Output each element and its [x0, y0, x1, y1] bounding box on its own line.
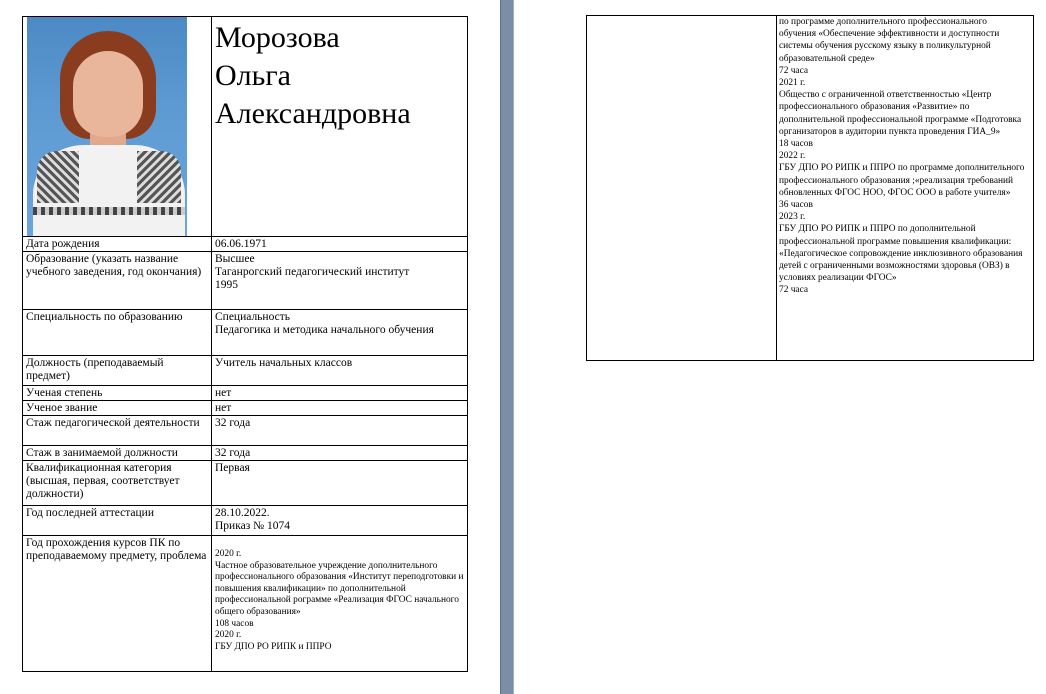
- empty-label-cell: [587, 16, 777, 361]
- label-position-experience: Стаж в занимаемой должности: [23, 446, 212, 461]
- value-position: Учитель начальных классов: [212, 356, 468, 386]
- label-specialty: Специальность по образованию: [23, 310, 212, 356]
- label-title: Ученое звание: [23, 401, 212, 416]
- label-education: Образование (указать название учебного заведения, год окончания): [23, 252, 212, 310]
- label-category: Квалификационная категория (высшая, первая, соответствует должности): [23, 461, 212, 506]
- value-position-experience: 32 года: [212, 446, 468, 461]
- courses-text-page2: по программе дополнительного профессионального обучения «Обеспечение эффективности и доступности системы обучения русскому языку в поликультурной образовательной среде» 72 часа 2021 г. Общество с ограниченной ответственностью «Центр профессионального образования «Развитие» по дополнительной профессиональной программе «Подготовка организаторов в аудитории пункта проведения ГИА_9» 18 часов 2022 г. ГБУ ДПО РО РИПК и ППРО по программе дополнительного профессионального образования ;«реализация требований обновленных ФГОС НОО, ФГОС ООО в работе учителя» 36 часов 2023 г. ГБУ ДПО РО РИПК и ППРО по дополнительной профессиональной программе повышения квалификации: «Педагогическое сопровождение инклюзивного образования детей с ограниченными возможностями здоровья (ОВЗ) в условиях реализации ФГОС» 72 часа: [779, 17, 1025, 296]
- label-attestation: Год последней аттестации: [23, 506, 212, 536]
- name-cell: [212, 17, 468, 237]
- profile-table-page2: [586, 15, 1034, 361]
- value-education: Высшее Таганрогский педагогический институт 1995: [212, 252, 468, 310]
- value-attestation: 28.10.2022. Приказ № 1074: [212, 506, 468, 536]
- value-experience: 32 года: [212, 416, 468, 446]
- page-divider: [500, 0, 514, 694]
- label-courses: Год прохождения курсов ПК по преподаваемому предмету, проблема: [23, 536, 212, 672]
- profile-table-page1: [22, 16, 468, 672]
- name-patronymic: Александровна: [215, 97, 411, 130]
- value-degree: нет: [212, 386, 468, 401]
- label-position: Должность (преподаваемый предмет): [23, 356, 212, 386]
- value-specialty: Специальность Педагогика и методика начального обучения: [212, 310, 468, 356]
- photo-cell: [23, 17, 212, 237]
- value-title: нет: [212, 401, 468, 416]
- value-birthdate: 06.06.1971: [212, 237, 468, 252]
- value-category: Первая: [212, 461, 468, 506]
- label-experience: Стаж педагогической деятельности: [23, 416, 212, 446]
- courses-continued-cell: [777, 16, 1034, 361]
- courses-text-page1: 2020 г. Частное образовательное учреждение дополнительного профессионального образования «Институт переподготовки и повышения квалификации» по дополнительной профессиональной рограмме «Реализация ФГОС начального общего образования» 108 часов 2020 г. ГБУ ДПО РО РИПК и ППРО: [215, 549, 464, 652]
- value-courses: [212, 536, 468, 672]
- label-birthdate: Дата рождения: [23, 237, 212, 252]
- label-degree: Ученая степень: [23, 386, 212, 401]
- name-first: Ольга: [215, 59, 291, 92]
- name-last: Морозова: [215, 21, 340, 54]
- teacher-photo: [27, 17, 187, 236]
